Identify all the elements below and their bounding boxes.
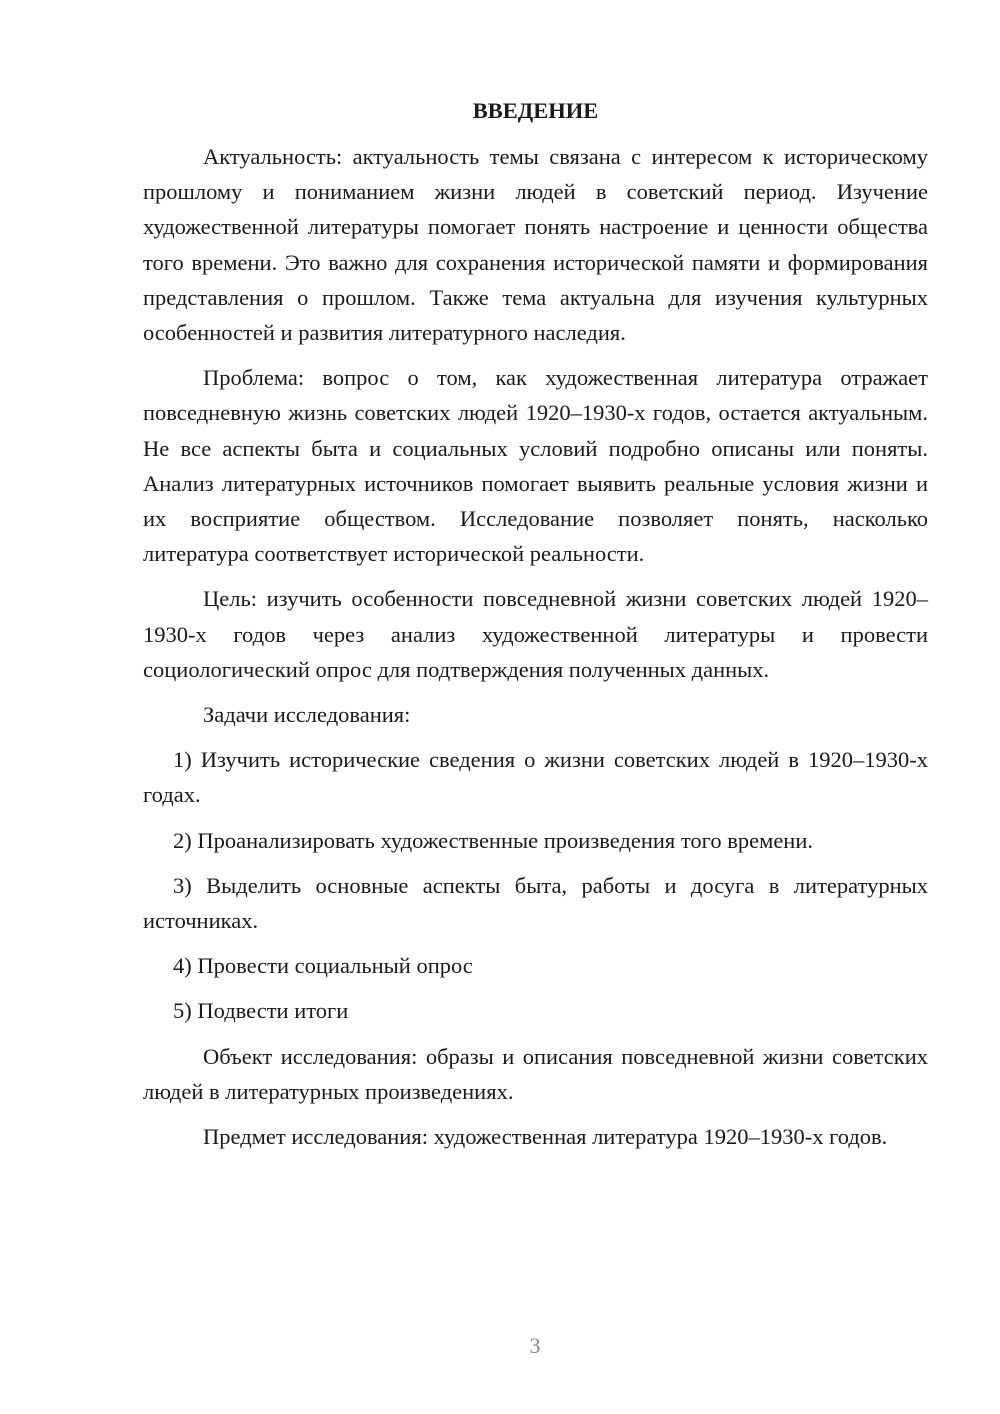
- subject-paragraph: Предмет исследования: художественная литература 1920–1930-х годов.: [203, 1124, 888, 1150]
- document-page: [143, 96, 928, 1164]
- task-item-2: 2) Проанализировать художественные произведения того времени.: [173, 827, 814, 853]
- relevance-paragraph: Актуальность: актуальность темы связана с интересом к историческому прошлому и пониманием жизни людей в советский период. Изучение художественной литературы помогает понять настроение и ценности общества того времени. Это важно для сохранения исторической памяти и формирования представления о прошлом. Также тема актуальна для изучения культурных особенностей и развития литературного наследия.: [143, 144, 928, 346]
- section-heading: ВВЕДЕНИЕ: [472, 98, 599, 123]
- task-item-1: 1) Изучить исторические сведения о жизни советских людей в 1920–1930-х годах.: [143, 747, 928, 808]
- task-item-4: 4) Провести социальный опрос: [173, 953, 473, 979]
- task-item-5: 5) Подвести итоги: [173, 998, 349, 1024]
- goal-paragraph: Цель: изучить особенности повседневной жизни советских людей 1920–1930-х годов через анализ художественной литературы и провести социологический опрос для подтверждения полученных данных.: [143, 586, 928, 682]
- page-number: 3: [529, 1333, 541, 1358]
- problem-paragraph: Проблема: вопрос о том, как художественная литература отражает повседневную жизнь советских людей 1920–1930-х годов, остается актуальным. Не все аспекты быта и социальных условий подробно описаны или поняты. Анализ литературных источников помогает выявить реальные условия жизни и их восприятие обществом. Исследование позволяет понять, насколько литература соответствует исторической реальности.: [143, 365, 928, 567]
- tasks-title: Задачи исследования:: [203, 702, 411, 728]
- object-paragraph: Объект исследования: образы и описания повседневной жизни советских людей в литературных произведениях.: [143, 1043, 928, 1104]
- task-item-3: 3) Выделить основные аспекты быта, работы и досуга в литературных источниках.: [143, 872, 928, 934]
